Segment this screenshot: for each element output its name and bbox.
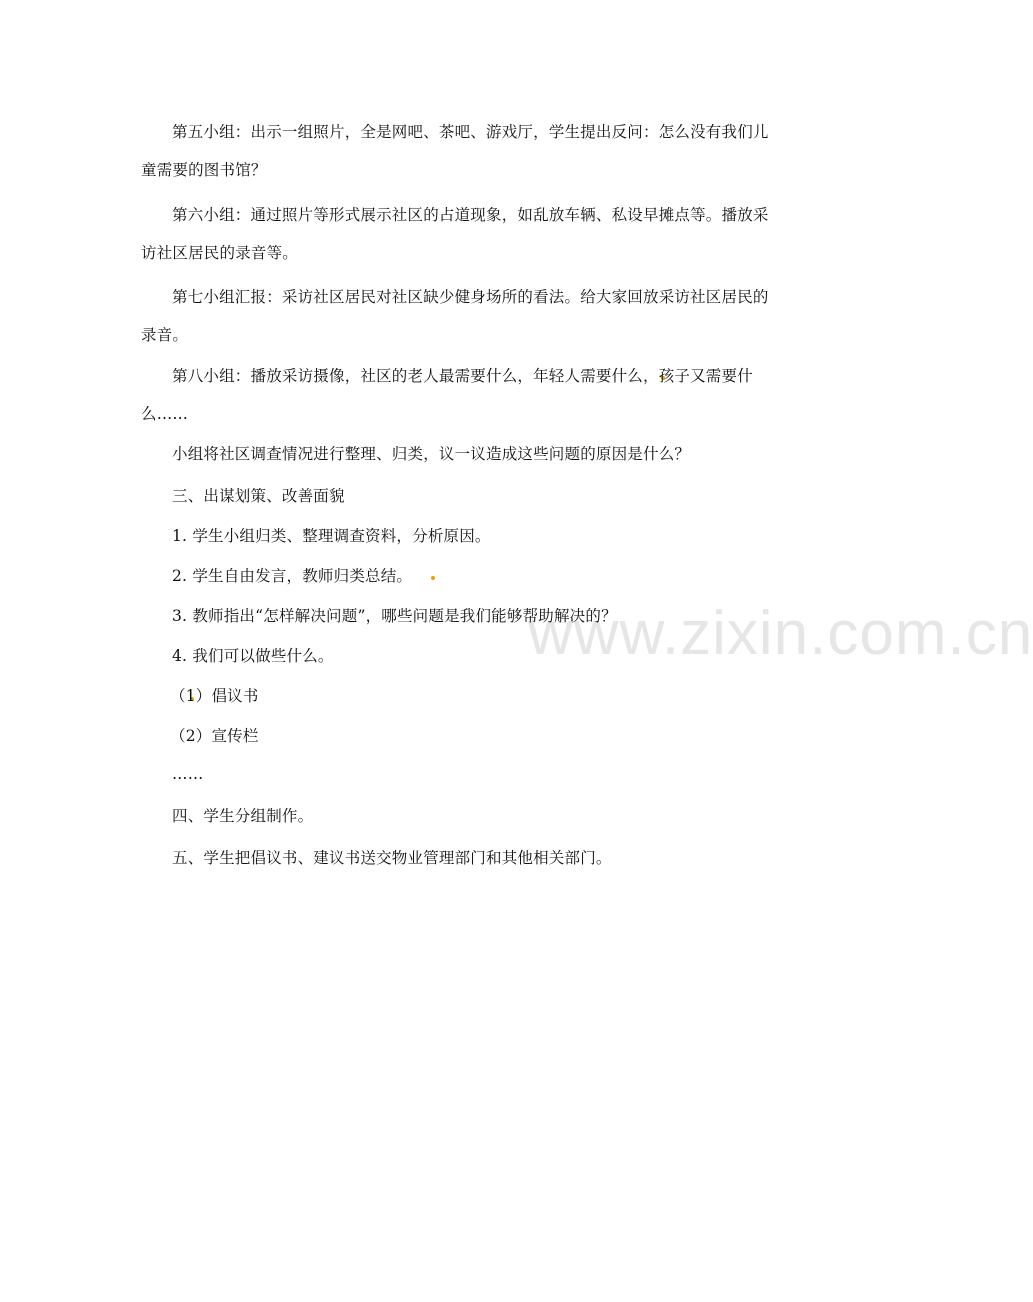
section-heading-4: 四、学生分组制作。 (172, 807, 314, 825)
sub-item-2: （2）宣传栏 (170, 727, 259, 745)
list-item-4: 4. 我们可以做些什么。 (172, 647, 334, 665)
paragraph-group8-line1: 第八小组：播放采访摄像，社区的老人最需要什么，年轻人需要什么，孩子又需要什 (172, 367, 753, 385)
paragraph-group6-line2: 访社区居民的录音等。 (141, 244, 299, 262)
paragraph-group6-line1: 第六小组：通过照片等形式展示社区的占道现象，如乱放车辆、私设早摊点等。播放采 (172, 206, 769, 224)
paragraph-group7-line2: 录音。 (141, 326, 189, 344)
list-item-2: 2. 学生自由发言，教师归类总结。 (172, 567, 413, 585)
sub-item-1: （1）倡议书 (170, 687, 259, 705)
paragraph-group5-line2: 童需要的图书馆？ (141, 161, 267, 179)
ellipsis: …… (172, 765, 204, 783)
paragraph-group8-line2: 么…… (141, 405, 189, 423)
watermark: www.zixin.com.cn (528, 599, 1033, 668)
orange-dot-mark (431, 576, 435, 580)
list-item-3: 3. 教师指出“怎样解决问题”，哪些问题是我们能够帮助解决的？ (172, 607, 617, 625)
paragraph-group7-line1: 第七小组汇报：采访社区居民对社区缺少健身场所的看法。给大家回放采访社区居民的 (172, 288, 769, 306)
list-item-1: 1. 学生小组归类、整理调查资料，分析原因。 (172, 527, 491, 545)
paragraph-summary: 小组将社区调查情况进行整理、归类，议一议造成这些问题的原因是什么？ (172, 445, 691, 463)
paragraph-group5-line1: 第五小组：出示一组照片，全是网吧、茶吧、游戏厅，学生提出反问：怎么没有我们儿 (172, 123, 769, 141)
section-heading-5: 五、学生把倡议书、建议书送交物业管理部门和其他相关部门。 (172, 849, 612, 867)
section-heading-3: 三、出谋划策、改善面貌 (172, 487, 345, 505)
